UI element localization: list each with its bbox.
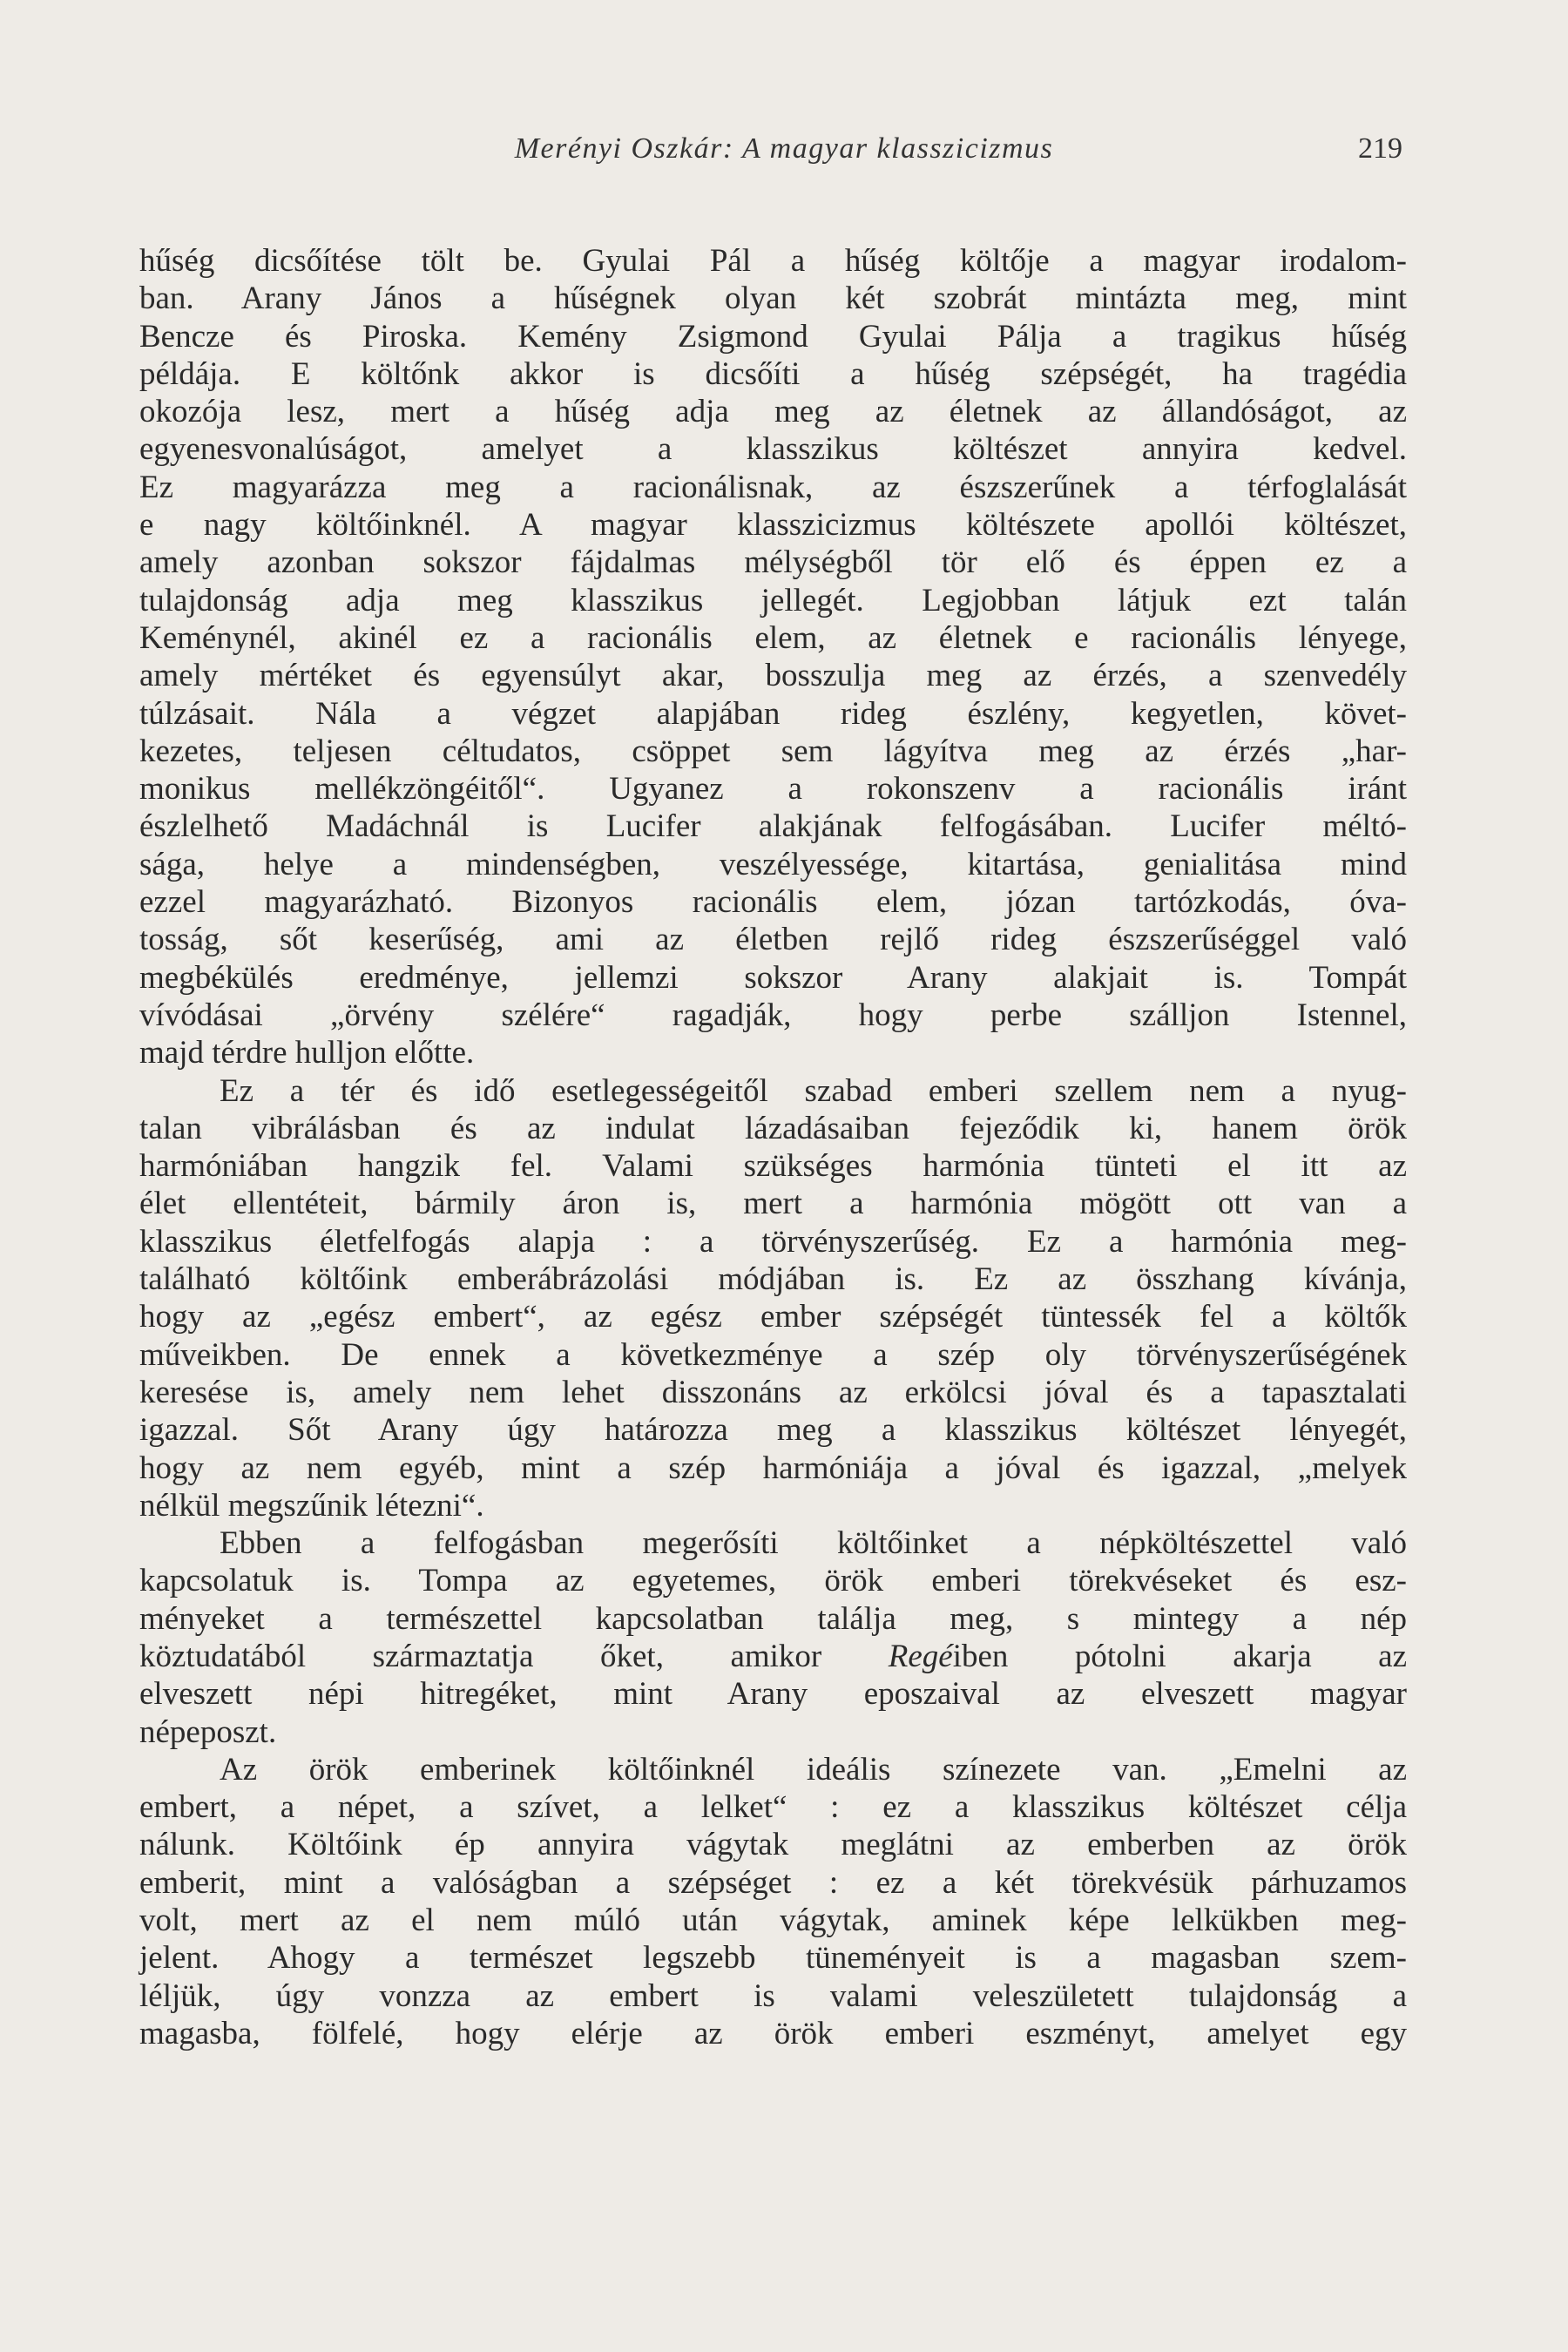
text-line: túlzásait. Nála a végzet alapjában rideg észlény, kegyetlen, követ- <box>139 695 1407 732</box>
text-line: ményeket a természettel kapcsolatban találja meg, s mintegy a nép <box>139 1600 1407 1637</box>
text-line: hűség dicsőítése tölt be. Gyulai Pál a hűség költője a magyar irodalom- <box>139 243 1407 279</box>
text-line: élet ellentéteit, bármily áron is, mert a harmónia mögött ott van a <box>139 1186 1407 1222</box>
text-line: igazzal. Sőt Arany úgy határozza meg a klasszikus költészet lényegét, <box>139 1412 1407 1449</box>
text-line: egyenesvonalúságot, amelyet a klasszikus költészet annyira kedvel. <box>139 431 1407 468</box>
text-line: ezzel magyarázható. Bizonyos racionális elem, józan tartózkodás, óva- <box>139 884 1407 921</box>
text-line: keresése is, amely nem lehet disszonáns az erkölcsi jóval és a tapasztalati <box>139 1374 1407 1410</box>
text-line: Ebben a felfogásban megerősíti költőinket a népköltészettel való <box>220 1525 1407 1562</box>
text-line: magasba, fölfelé, hogy elérje az örök emberi eszményt, amelyet egy <box>139 2015 1407 2051</box>
text-line: sága, helye a mindenségben, veszélyessége, kitartása, genialitása mind <box>139 846 1407 882</box>
text-line: jelent. Ahogy a természet legszebb tüneményeit is a magasban szem- <box>139 1940 1407 1977</box>
text-line: műveikben. De ennek a következménye a szép oly törvényszerűségének <box>139 1336 1407 1373</box>
text-line: kezetes, teljesen céltudatos, csöppet sem lágyítva meg az érzés „har- <box>139 733 1407 769</box>
running-title: Merényi Oszkár: A magyar klasszicizmus <box>514 132 1054 165</box>
text-line: nélkül megszűnik létezni“. <box>139 1487 484 1524</box>
text-line: monikus mellékzöngéitől“. Ugyanez a rokonszenv a racionális iránt <box>139 771 1407 808</box>
text-line: Keménynél, akinél ez a racionális elem, az életnek e racionális lényege, <box>139 619 1407 656</box>
text-line: embert, a népet, a szívet, a lelket“ : ez a klasszikus költészet célja <box>139 1789 1407 1826</box>
text-line: elveszett népi hitregéket, mint Arany eposzaival az elveszett magyar <box>139 1676 1407 1713</box>
text-line: Ez a tér és idő esetlegességeitől szabad emberi szellem nem a nyug- <box>220 1072 1407 1109</box>
text-line <box>139 1638 1407 1675</box>
text-line: ban. Arany János a hűségnek olyan két szobrát mintázta meg, mint <box>139 280 1407 317</box>
text-line: tosság, sőt keserűség, ami az életben rejlő rideg észszerűséggel való <box>139 922 1407 958</box>
text-line: klasszikus életfelfogás alapja : a törvényszerűség. Ez a harmónia meg- <box>139 1223 1407 1260</box>
text-line: népeposzt. <box>139 1713 277 1750</box>
text-line: okozója lesz, mert a hűség adja meg az életnek az állandóságot, az <box>139 394 1407 430</box>
text-line: hogy az nem egyéb, mint a szép harmóniája a jóval és igazzal, „melyek <box>139 1450 1407 1486</box>
page-number: 219 <box>1358 132 1402 165</box>
text-line: e nagy költőinknél. A magyar klasszicizmus költészete apollói költészet, <box>139 507 1407 544</box>
text-line: észlelhető Madáchnál is Lucifer alakjának felfogásában. Lucifer méltó- <box>139 808 1407 845</box>
text-line: léljük, úgy vonzza az embert is valami veleszületett tulajdonság a <box>139 1977 1407 2014</box>
italic-title: Regé <box>888 1638 953 1674</box>
text-line: található költőink emberábrázolási módjában is. Ez az összhang kívánja, <box>139 1261 1407 1298</box>
text-line: hogy az „egész embert“, az egész ember szépségét tüntessék fel a költők <box>139 1299 1407 1335</box>
text-line: Az örök emberinek költőinknél ideális színezete van. „Emelni az <box>220 1751 1407 1788</box>
text-line: amely azonban sokszor fájdalmas mélységből tör elő és éppen ez a <box>139 544 1407 581</box>
text-line: Bencze és Piroska. Kemény Zsigmond Gyulai Pálja a tragikus hűség <box>139 318 1407 355</box>
text-line: talan vibrálásban és az indulat lázadásaiban fejeződik ki, hanem örök <box>139 1110 1407 1146</box>
text-line: megbékülés eredménye, jellemzi sokszor Arany alakjait is. Tompát <box>139 959 1407 996</box>
text-line: volt, mert az el nem múló után vágytak, aminek képe lelkükben meg- <box>139 1903 1407 1939</box>
text-line: nálunk. Költőink ép annyira vágytak meglátni az emberben az örök <box>139 1827 1407 1863</box>
text-line-end: iben pótolni akarja az <box>952 1638 1407 1674</box>
text-line: példája. E költőnk akkor is dicsőíti a hűség szépségét, ha tragédia <box>139 355 1407 392</box>
text-line-start: köztudatából származtatja őket, amikor <box>139 1638 822 1674</box>
text-line: amely mértéket és egyensúlyt akar, bosszulja meg az érzés, a szenvedély <box>139 658 1407 694</box>
text-line: harmóniában hangzik fel. Valami szükséges harmónia tünteti el itt az <box>139 1148 1407 1185</box>
text-line: Ez magyarázza meg a racionálisnak, az észszerűnek a térfoglalását <box>139 469 1407 505</box>
text-line: majd térdre hulljon előtte. <box>139 1035 475 1071</box>
running-head <box>139 132 1429 176</box>
text-line: kapcsolatuk is. Tompa az egyetemes, örök emberi törekvéseket és esz- <box>139 1563 1407 1599</box>
text-line: tulajdonság adja meg klasszikus jellegét. Legjobban látjuk ezt talán <box>139 582 1407 618</box>
text-line: emberit, mint a valóságban a szépséget : ez a két törekvésük párhuzamos <box>139 1864 1407 1901</box>
text-line: vívódásai „örvény szélére“ ragadják, hogy perbe szálljon Istennel, <box>139 997 1407 1033</box>
body-text <box>139 242 1407 2052</box>
